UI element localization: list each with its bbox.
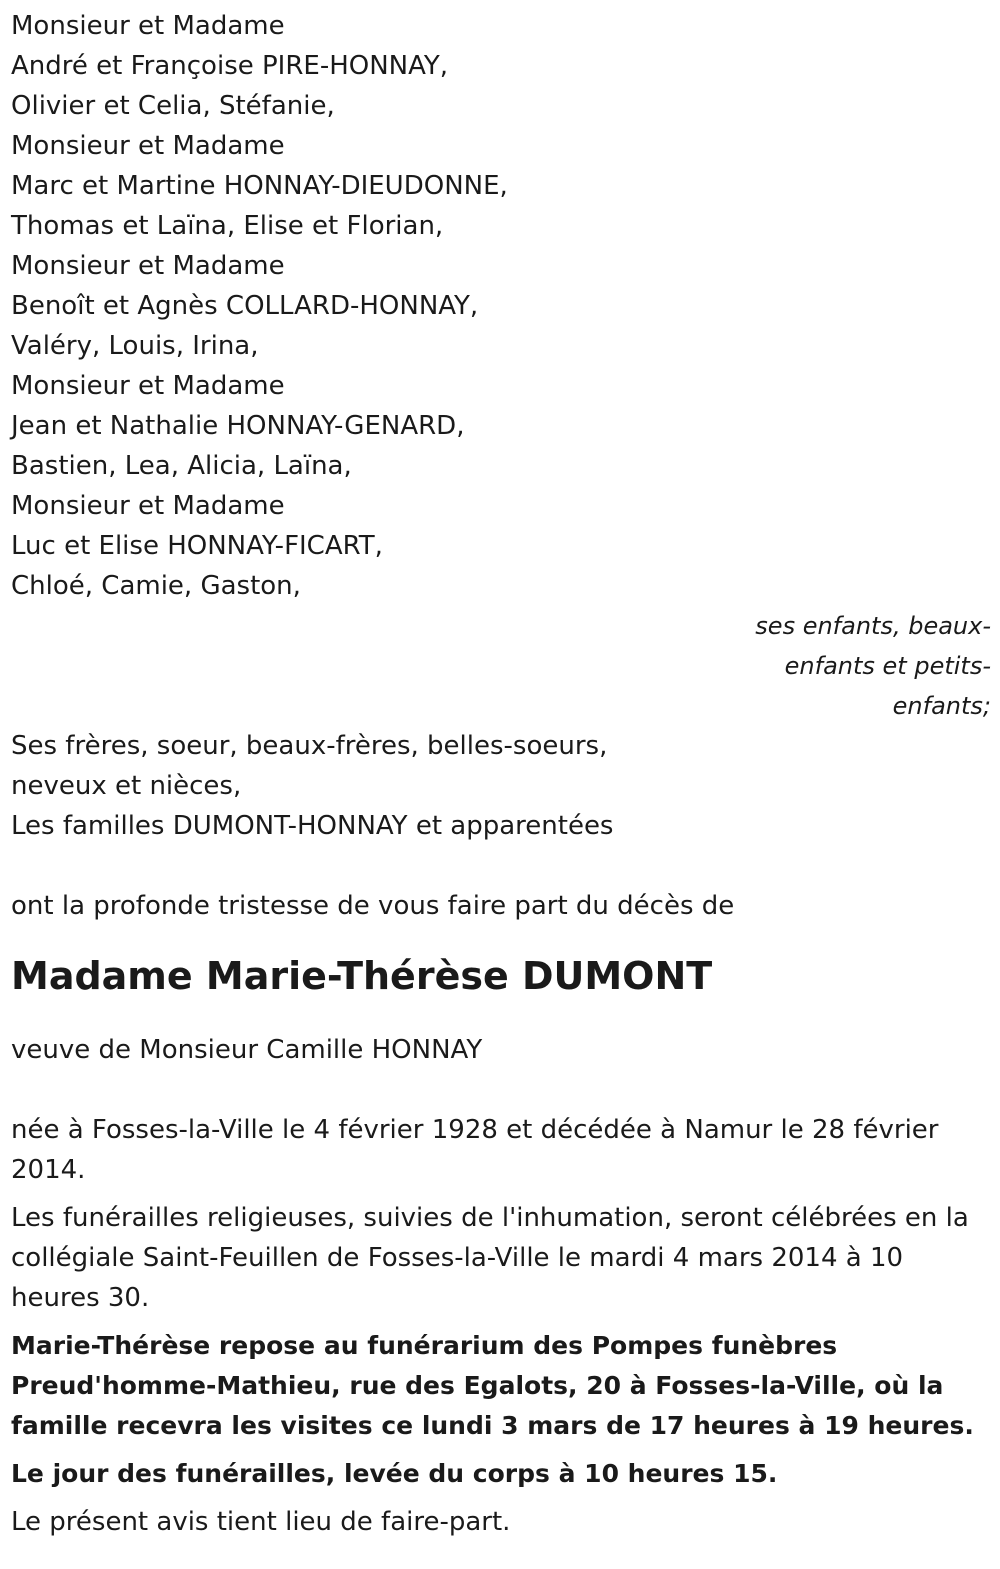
- family-line: Benoît et Agnès COLLARD-HONNAY,: [11, 291, 479, 321]
- relationship-line: enfants et petits-: [784, 652, 991, 680]
- deceased-name: Madame Marie-Thérèse DUMONT: [11, 954, 713, 998]
- family-line: Jean et Nathalie HONNAY-GENARD,: [11, 411, 465, 441]
- family-line: Valéry, Louis, Irina,: [11, 331, 259, 361]
- family-line: Monsieur et Madame: [11, 491, 285, 521]
- family-line: Monsieur et Madame: [11, 11, 285, 41]
- visitation-details: Marie-Thérèse repose au funérarium des Pompes funèbres Preud'homme-Mathieu, rue des Egalots, 20 à Fosses-la-Ville, où la famille recevra les visites ce lundi 3 mars de 17 heures à 19 heures.: [11, 1331, 974, 1440]
- obituary-notice: [11, 0, 991, 1542]
- funeral-details: Les funérailles religieuses, suivies de l'inhumation, seront célébrées en la collégiale Saint-Feuillen de Fosses-la-Ville le mardi 4 mars 2014 à 10 heures 30.: [11, 1203, 969, 1313]
- relatives-list: [11, 726, 991, 846]
- relatives-line: Ses frères, soeur, beaux-frères, belles-soeurs,: [11, 731, 608, 761]
- family-line: André et Françoise PIRE-HONNAY,: [11, 51, 449, 81]
- family-line: Monsieur et Madame: [11, 131, 285, 161]
- levee-du-corps: Le jour des funérailles, levée du corps à 10 heures 15.: [11, 1459, 778, 1488]
- family-line: Monsieur et Madame: [11, 371, 285, 401]
- relatives-line: Les familles DUMONT-HONNAY et apparentées: [11, 811, 614, 841]
- relatives-line: neveux et nièces,: [11, 771, 242, 801]
- notice-footer: Le présent avis tient lieu de faire-part.: [11, 1507, 511, 1537]
- family-line: Chloé, Camie, Gaston,: [11, 571, 301, 601]
- family-list: [11, 6, 991, 606]
- family-line: Marc et Martine HONNAY-DIEUDONNE,: [11, 171, 508, 201]
- relationship-caption: [11, 606, 991, 726]
- birth-death-dates: née à Fosses-la-Ville le 4 février 1928 et décédée à Namur le 28 février 2014.: [11, 1115, 939, 1185]
- relationship-line: enfants;: [892, 692, 991, 720]
- announcement-intro: ont la profonde tristesse de vous faire part du décès de: [11, 891, 735, 921]
- family-line: Luc et Elise HONNAY-FICART,: [11, 531, 383, 561]
- family-line: Monsieur et Madame: [11, 251, 285, 281]
- family-line: Thomas et Laïna, Elise et Florian,: [11, 211, 444, 241]
- family-line: Bastien, Lea, Alicia, Laïna,: [11, 451, 352, 481]
- family-line: Olivier et Celia, Stéfanie,: [11, 91, 335, 121]
- relationship-line: ses enfants, beaux-: [755, 612, 991, 640]
- widow-of: veuve de Monsieur Camille HONNAY: [11, 1035, 483, 1065]
